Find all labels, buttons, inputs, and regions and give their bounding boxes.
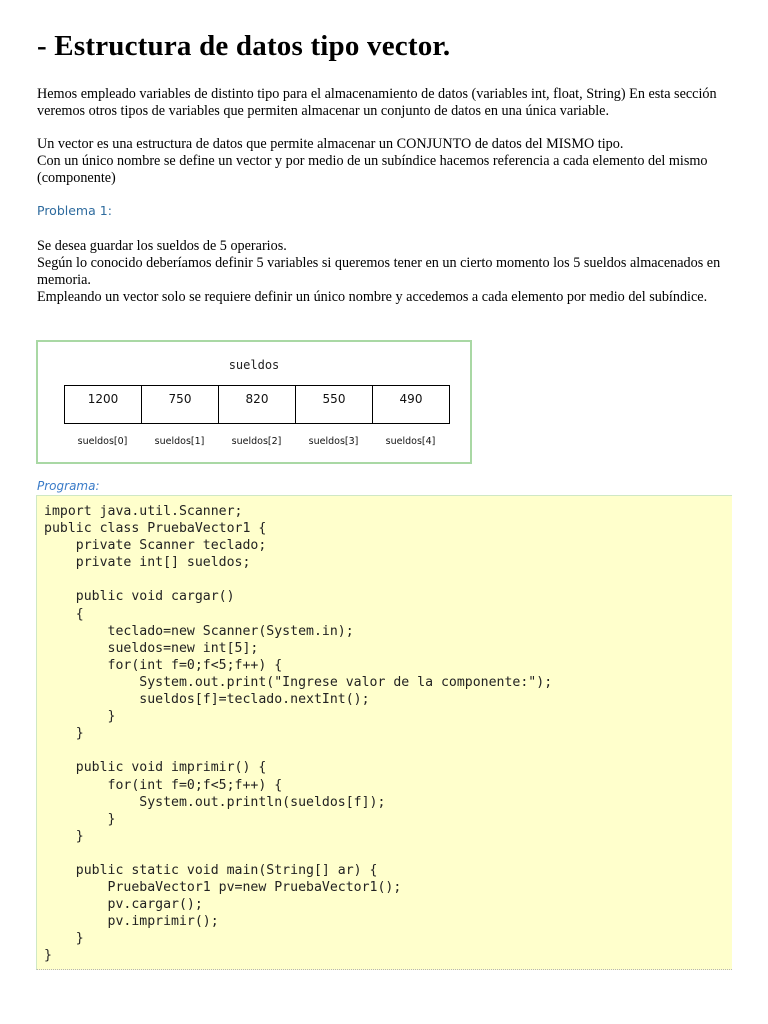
code-line: { bbox=[44, 606, 84, 622]
vector-definition bbox=[37, 136, 737, 187]
code-line: private Scanner teclado; bbox=[44, 538, 267, 554]
code-line bbox=[44, 571, 552, 588]
problem-line-1: Se desea guardar los sueldos de 5 operarios. bbox=[37, 238, 287, 254]
index-label-4: sueldos[4] bbox=[385, 436, 436, 447]
code-line: } bbox=[44, 709, 116, 725]
intro-paragraph: Hemos empleado variables de distinto tipo para el almacenamiento de datos (variables int, float, String) En esta sección veremos otros tipos de variables que permiten almacenar un conjunto de datos en una única variable. bbox=[37, 86, 717, 119]
problem-description bbox=[37, 238, 737, 306]
index-label-2: sueldos[2] bbox=[231, 436, 282, 447]
code-line: System.out.println(sueldos[f]); bbox=[44, 794, 386, 810]
vector-cell-2: 820 bbox=[218, 385, 296, 424]
code-line: } bbox=[44, 811, 116, 827]
code-line: } bbox=[44, 948, 52, 964]
vector-cell-4: 490 bbox=[372, 385, 450, 424]
code-line: } bbox=[44, 828, 84, 844]
code-listing bbox=[44, 503, 552, 965]
vector-index-labels bbox=[64, 436, 449, 447]
vector-definition-line-1: Un vector es una estructura de datos que permite almacenar un CONJUNTO de datos del MISMO tipo. bbox=[37, 136, 624, 152]
code-line: pv.cargar(); bbox=[44, 897, 203, 913]
vector-cell-0: 1200 bbox=[64, 385, 142, 424]
page-title: - Estructura de datos tipo vector. bbox=[37, 30, 451, 62]
code-line: for(int f=0;f<5;f++) { bbox=[44, 657, 283, 673]
index-label-3: sueldos[3] bbox=[308, 436, 359, 447]
index-label-1: sueldos[1] bbox=[154, 436, 205, 447]
code-block bbox=[36, 495, 732, 970]
code-line: public void imprimir() { bbox=[44, 760, 267, 776]
code-line: public static void main(String[] ar) { bbox=[44, 862, 378, 878]
code-line: import java.util.Scanner; bbox=[44, 504, 243, 519]
problem-line-2: Según lo conocido deberíamos definir 5 variables si queremos tener en un cierto momento los 5 sueldos almacenados en memoria. bbox=[37, 255, 721, 288]
vector-cell-3: 550 bbox=[295, 385, 373, 424]
vector-diagram bbox=[36, 340, 472, 464]
code-line: System.out.print("Ingrese valor de la componente:"); bbox=[44, 674, 553, 690]
vector-name-label: sueldos bbox=[228, 358, 280, 372]
vector-cells bbox=[64, 385, 450, 424]
index-label-0: sueldos[0] bbox=[77, 436, 128, 447]
code-line: sueldos=new int[5]; bbox=[44, 640, 259, 656]
code-line: teclado=new Scanner(System.in); bbox=[44, 623, 354, 639]
problem-line-3: Empleando un vector solo se requiere definir un único nombre y accedemos a cada elemento por medio del subíndice. bbox=[37, 289, 708, 305]
code-line: pv.imprimir(); bbox=[44, 914, 219, 930]
code-line: for(int f=0;f<5;f++) { bbox=[44, 777, 283, 793]
vector-cell-1: 750 bbox=[141, 385, 219, 424]
program-heading: Programa: bbox=[37, 479, 100, 493]
problem-heading: Problema 1: bbox=[37, 203, 112, 218]
code-line: sueldos[f]=teclado.nextInt(); bbox=[44, 692, 370, 708]
code-line bbox=[44, 742, 552, 759]
code-line: public class PruebaVector1 { bbox=[44, 521, 267, 537]
vector-definition-line-2: Con un único nombre se define un vector y por medio de un subíndice hacemos referencia a cada elemento del mismo (componente) bbox=[37, 153, 708, 186]
code-line: public void cargar() bbox=[44, 589, 235, 605]
code-line bbox=[44, 845, 552, 862]
code-line: } bbox=[44, 931, 84, 947]
code-line: } bbox=[44, 726, 84, 742]
code-line: PruebaVector1 pv=new PruebaVector1(); bbox=[44, 880, 402, 896]
code-line: private int[] sueldos; bbox=[44, 555, 251, 571]
